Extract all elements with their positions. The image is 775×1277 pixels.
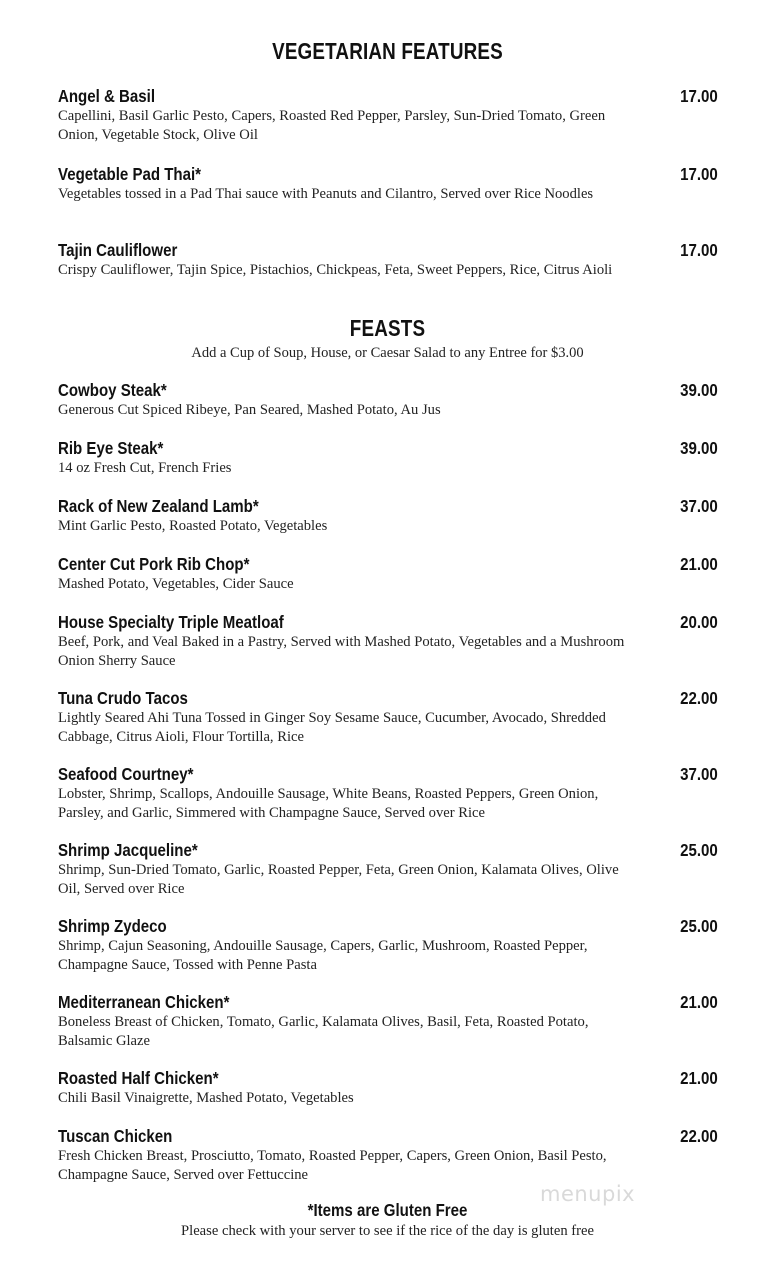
item-price: 22.00 <box>680 1126 718 1146</box>
item-description: Mint Garlic Pesto, Roasted Potato, Vegetables <box>58 518 328 534</box>
item-description: Mashed Potato, Vegetables, Cider Sauce <box>58 576 294 592</box>
item-price: 21.00 <box>680 554 718 574</box>
item-name: Tuscan Chicken <box>58 1126 173 1146</box>
menu-item <box>58 992 718 1050</box>
item-description: Shrimp, Cajun Seasoning, Andouille Sausage, Capers, Garlic, Mushroom, Roasted Pepper, Champagne Sauce, Tossed with Penne Pasta <box>58 938 588 973</box>
item-description: Vegetables tossed in a Pad Thai sauce with Peanuts and Cilantro, Served over Rice Noodles <box>58 186 594 202</box>
menu-item <box>58 688 718 746</box>
item-description: Lightly Seared Ahi Tuna Tossed in Ginger Soy Sesame Sauce, Cucumber, Avocado, Shredded Cabbage, Citrus Aioli, Flour Tortilla, Rice <box>58 710 606 745</box>
menu-item <box>58 164 718 204</box>
item-price: 17.00 <box>680 240 718 260</box>
item-price: 37.00 <box>680 764 718 784</box>
feasts-section-title: FEASTS <box>349 315 426 341</box>
item-description: Boneless Breast of Chicken, Tomato, Garlic, Kalamata Olives, Basil, Feta, Roasted Potato, Balsamic Glaze <box>58 1014 589 1049</box>
gluten-free-note-title: *Items are Gluten Free <box>307 1200 468 1220</box>
item-name: Angel & Basil <box>58 86 156 106</box>
menu-item <box>58 86 718 144</box>
item-description: Crispy Cauliflower, Tajin Spice, Pistachios, Chickpeas, Feta, Sweet Peppers, Rice, Citrus Aioli <box>58 262 613 278</box>
item-name: Tuna Crudo Tacos <box>58 688 188 708</box>
item-name: Rib Eye Steak* <box>58 438 164 458</box>
item-price: 17.00 <box>680 86 718 106</box>
item-description: Beef, Pork, and Veal Baked in a Pastry, Served with Mashed Potato, Vegetables and a Mushroom Onion Sherry Sauce <box>58 634 625 669</box>
menu-item <box>58 1068 718 1108</box>
menu-item <box>58 554 718 594</box>
menu-item <box>58 240 718 280</box>
item-description: Chili Basil Vinaigrette, Mashed Potato, Vegetables <box>58 1090 354 1106</box>
item-price: 25.00 <box>680 916 718 936</box>
item-name: Cowboy Steak* <box>58 380 167 400</box>
item-name: Mediterranean Chicken* <box>58 992 230 1012</box>
item-price: 20.00 <box>680 612 718 632</box>
item-description: Generous Cut Spiced Ribeye, Pan Seared, Mashed Potato, Au Jus <box>58 402 441 418</box>
item-name: House Specialty Triple Meatloaf <box>58 612 284 632</box>
item-price: 39.00 <box>680 438 718 458</box>
menu-item <box>58 380 718 420</box>
menu-item <box>58 612 718 670</box>
item-price: 21.00 <box>680 992 718 1012</box>
feasts-note: Add a Cup of Soup, House, or Caesar Salad to any Entree for $3.00 <box>191 345 584 361</box>
menu-item <box>58 764 718 822</box>
item-price: 17.00 <box>680 164 718 184</box>
item-name: Seafood Courtney* <box>58 764 194 784</box>
menu-item <box>58 496 718 536</box>
item-description: Fresh Chicken Breast, Prosciutto, Tomato, Roasted Pepper, Capers, Green Onion, Basil Pesto, Champagne Sauce, Served over Fettuccine <box>58 1148 607 1183</box>
item-description: 14 oz Fresh Cut, French Fries <box>58 460 232 476</box>
menupix-watermark: menupix <box>540 1182 636 1206</box>
item-name: Rack of New Zealand Lamb* <box>58 496 259 516</box>
item-price: 39.00 <box>680 380 718 400</box>
item-name: Vegetable Pad Thai* <box>58 164 202 184</box>
item-price: 37.00 <box>680 496 718 516</box>
item-description: Lobster, Shrimp, Scallops, Andouille Sausage, White Beans, Roasted Peppers, Green Onion, Parsley, and Garlic, Simmered with Champagne Sauce, Served over Rice <box>58 786 599 821</box>
gluten-free-note: Please check with your server to see if the rice of the day is gluten free <box>181 1223 594 1239</box>
item-name: Tajin Cauliflower <box>58 240 178 260</box>
item-name: Shrimp Zydeco <box>58 916 167 936</box>
vegetarian-section-title: VEGETARIAN FEATURES <box>272 38 503 64</box>
item-price: 25.00 <box>680 840 718 860</box>
item-name: Center Cut Pork Rib Chop* <box>58 554 250 574</box>
menu-item <box>58 438 718 478</box>
menu-item <box>58 1126 718 1184</box>
menu-item <box>58 916 718 974</box>
item-description: Shrimp, Sun-Dried Tomato, Garlic, Roasted Pepper, Feta, Green Onion, Kalamata Olives, Olive Oil, Served over Rice <box>58 862 619 897</box>
item-name: Shrimp Jacqueline* <box>58 840 198 860</box>
item-price: 21.00 <box>680 1068 718 1088</box>
item-description: Capellini, Basil Garlic Pesto, Capers, Roasted Red Pepper, Parsley, Sun-Dried Tomato, Green Onion, Vegetable Stock, Olive Oil <box>58 108 606 143</box>
item-name: Roasted Half Chicken* <box>58 1068 219 1088</box>
menu-item <box>58 840 718 898</box>
item-price: 22.00 <box>680 688 718 708</box>
